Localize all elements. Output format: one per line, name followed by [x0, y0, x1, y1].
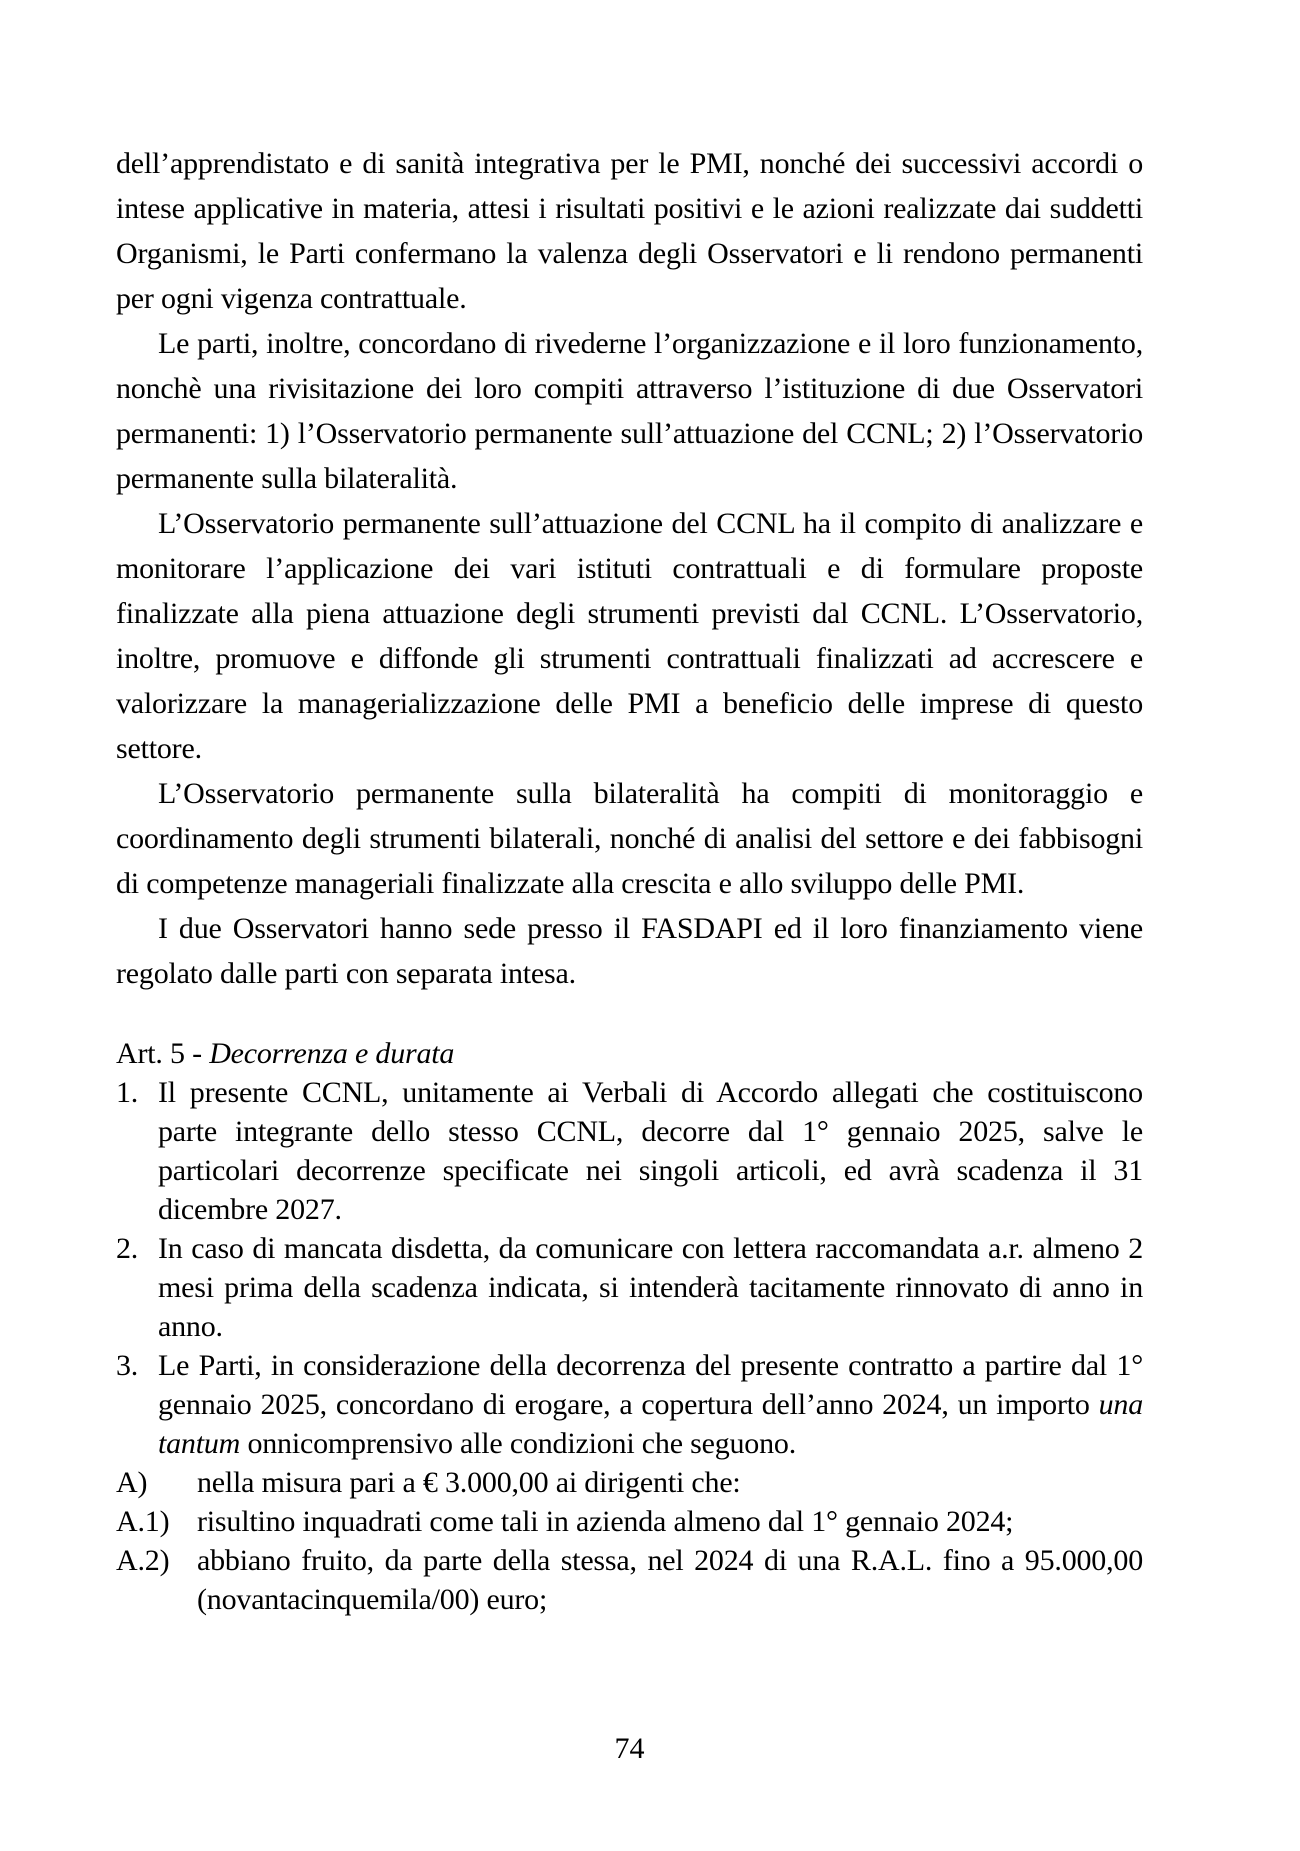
list-item: [116, 1229, 1143, 1346]
article-title: Decorrenza e durata: [209, 1037, 455, 1070]
list-item: [116, 1541, 1143, 1619]
item-number: A.1): [116, 1505, 170, 1538]
paragraph: I due Osservatori hanno sede presso il FASDAPI ed il loro finanziamento viene regolato dalle parti con separata intesa.: [116, 912, 1143, 990]
item-text: abbiano fruito, da parte della stessa, nel 2024 di una R.A.L. fino a 95.000,00 (novantacinquemila/00) euro;: [197, 1544, 1143, 1616]
item-number: A): [116, 1466, 148, 1499]
article-number-label: Art. 5 -: [116, 1037, 210, 1070]
item-text-italic: una tantum: [158, 1388, 1143, 1460]
body-text: [116, 141, 1143, 1619]
paragraph: L’Osservatorio permanente sulla bilateralità ha compiti di monitoraggio e coordinamento degli strumenti bilaterali, nonché di analisi del settore e dei fabbisogni di competenze manageriali finalizzate alla crescita e allo sviluppo delle PMI.: [116, 777, 1143, 900]
item-text: nella misura pari a € 3.000,00 ai dirigenti che:: [197, 1466, 741, 1499]
item-number: 1.: [116, 1076, 139, 1109]
item-number: A.2): [116, 1544, 170, 1577]
item-text: risultino inquadrati come tali in azienda almeno dal 1° gennaio 2024;: [197, 1505, 1014, 1538]
list-item: [116, 1502, 1143, 1541]
item-text: Le Parti, in considerazione della decorrenza del presente contratto a partire dal 1° gennaio 2025, concordano di erogare, a copertura dell’anno 2024, un importo: [158, 1349, 1143, 1421]
paragraph: L’Osservatorio permanente sull’attuazione del CCNL ha il compito di analizzare e monitorare l’applicazione dei vari istituti contrattuali e di formulare proposte finalizzate alla piena attuazione degli strumenti previsti dal CCNL. L’Osservatorio, inoltre, promuove e diffonde gli strumenti contrattuali finalizzati ad accrescere e valorizzare la managerializzazione delle PMI a beneficio delle imprese di questo settore.: [116, 507, 1143, 765]
item-number: 2.: [116, 1232, 139, 1265]
item-text: Il presente CCNL, unitamente ai Verbali di Accordo allegati che costituiscono parte integrante dello stesso CCNL, decorre dal 1° gennaio 2025, salve le particolari decorrenze specificate nei singoli articoli, ed avrà scadenza il 31 dicembre 2027.: [158, 1076, 1143, 1226]
item-text: In caso di mancata disdetta, da comunicare con lettera raccomandata a.r. almeno 2 mesi prima della scadenza indicata, si intenderà tacitamente rinnovato di anno in anno.: [158, 1232, 1143, 1343]
list-item: [116, 1463, 1143, 1502]
article-heading: [116, 1034, 1143, 1073]
paragraph: dell’apprendistato e di sanità integrativa per le PMI, nonché dei successivi accordi o intese applicative in materia, attesi i risultati positivi e le azioni realizzate dai suddetti Organismi, le Parti confermano la valenza degli Osservatori e li rendono permanenti per ogni vigenza contrattuale.: [116, 147, 1143, 315]
list-item: [116, 1073, 1143, 1229]
paragraph: Le parti, inoltre, concordano di rivederne l’organizzazione e il loro funzionamento, nonchè una rivisitazione dei loro compiti attraverso l’istituzione di due Osservatori permanenti: 1) l’Osservatorio permanente sull’attuazione del CCNL; 2) l’Osservatorio permanente sulla bilateralità.: [116, 327, 1143, 495]
item-text: onnicomprensivo alle condizioni che seguono.: [240, 1427, 796, 1460]
page-number: 74: [614, 1732, 645, 1765]
item-number: 3.: [116, 1349, 139, 1382]
list-item: [116, 1346, 1143, 1463]
